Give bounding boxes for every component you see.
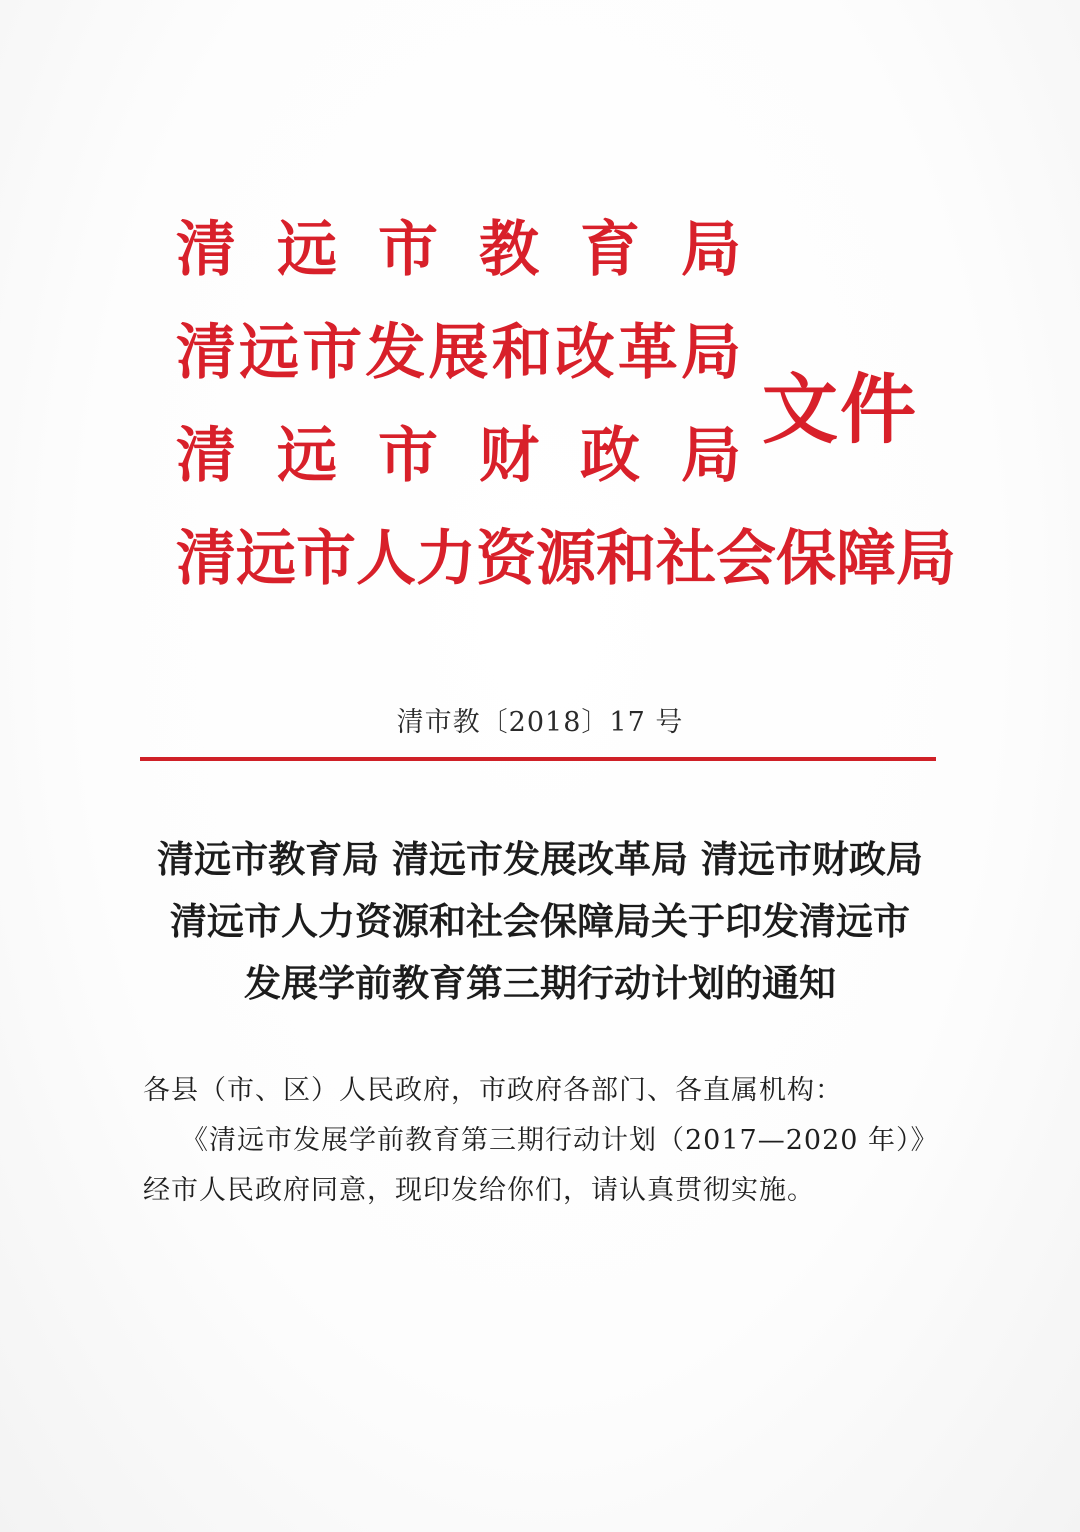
title-line: 清远市人力资源和社会保障局关于印发清远市	[170, 899, 910, 943]
issuer-char: 远	[239, 317, 300, 388]
issuer-char: 局	[681, 317, 741, 388]
issuer-char: 保	[776, 523, 836, 594]
issuer-char: 财	[479, 420, 539, 491]
document-kind-label: 文件	[762, 365, 918, 454]
issuer-line-finance	[176, 404, 741, 507]
issuer-char: 革	[617, 317, 678, 388]
issuer-char: 育	[580, 214, 640, 285]
issuer-char: 发	[365, 317, 426, 388]
issuer-char: 远	[277, 214, 337, 285]
issuer-char: 源	[536, 523, 596, 594]
issuer-line-development-reform	[176, 301, 741, 404]
issuer-char: 清	[176, 523, 236, 594]
issuer-char: 力	[416, 523, 476, 594]
title-line: 发展学前教育第三期行动计划的通知	[244, 961, 836, 1005]
red-separator-rule	[140, 757, 936, 761]
issuer-char: 社	[656, 523, 716, 594]
issuer-char: 市	[302, 317, 363, 388]
issuer-char: 远	[236, 523, 296, 594]
issuer-line-human-resources	[176, 507, 956, 610]
issuer-char: 市	[296, 523, 356, 594]
issuer-char: 人	[356, 523, 416, 594]
issuer-char: 局	[896, 523, 956, 594]
issuer-char: 和	[596, 523, 656, 594]
issuer-char: 清	[176, 420, 236, 491]
document-title	[100, 828, 980, 1014]
issuer-char: 清	[176, 317, 236, 388]
issuer-char: 远	[277, 420, 337, 491]
body-paragraph-line: 经市人民政府同意，现印发给你们，请认真贯彻实施。	[143, 1175, 815, 1206]
issuer-char: 和	[491, 317, 552, 388]
salutation: 各县（市、区）人民政府，市政府各部门、各直属机构：	[143, 1075, 843, 1106]
issuer-line-education	[176, 198, 741, 301]
issuer-char: 会	[716, 523, 776, 594]
issuer-char: 政	[580, 420, 640, 491]
document-number: 清市教〔2018〕17 号	[396, 707, 684, 738]
issuer-char: 局	[681, 214, 741, 285]
issuer-char: 展	[428, 317, 489, 388]
issuer-char: 资	[476, 523, 536, 594]
issuer-char: 市	[378, 420, 438, 491]
issuer-char: 教	[479, 214, 539, 285]
issuer-char: 局	[681, 420, 741, 491]
issuer-char: 障	[836, 523, 896, 594]
issuer-char: 改	[554, 317, 615, 388]
issuer-char: 市	[378, 214, 438, 285]
issuer-char: 清	[176, 214, 236, 285]
title-line: 清远市教育局 清远市发展改革局 清远市财政局	[157, 837, 923, 881]
document-body	[143, 1066, 943, 1216]
body-paragraph-line: 《清远市发展学前教育第三期行动计划（2017—2020 年）》	[181, 1125, 939, 1156]
